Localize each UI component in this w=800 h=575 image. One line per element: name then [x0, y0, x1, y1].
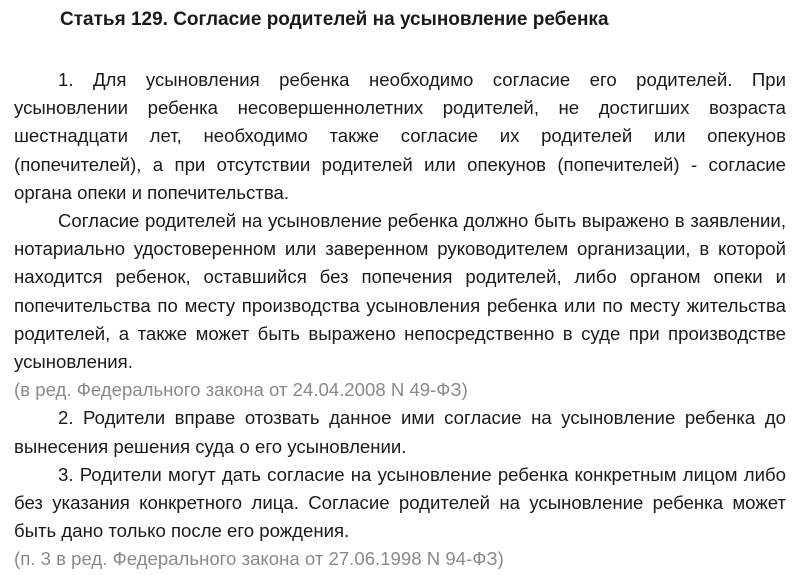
article-title: Статья 129. Согласие родителей на усыновление ребенка — [60, 9, 609, 30]
paragraph-1: 1. Для усыновления ребенка необходимо согласие его родителей. При усыновлении ребенка несовершеннолетних родителей, не достигших возраста шестнадцати лет, необходимо также согласие их родителей или опекунов (попечителей), а при отсутствии родителей или опекунов (попечителей) - согласие органа опеки и попечительства. — [14, 69, 786, 203]
paragraph-1-continuation: Согласие родителей на усыновление ребенка должно быть выражено в заявлении, нотариально удостоверенном или заверенном руководителем организации, в которой находится ребенок, оставшийся без попечения родителей, либо органом опеки и попечительства по месту производства усыновления ребенка или по месту жительства родителей, а также может быть выражено непосредственно в суде при производстве усыновления. — [14, 210, 786, 373]
amendment-note-2[interactable]: (п. 3 в ред. Федерального закона от 27.06.1998 N 94-ФЗ) — [14, 548, 504, 570]
paragraph-2: 2. Родители вправе отозвать данное ими согласие на усыновление ребенка до вынесения решения суда о его усыновлении. — [14, 407, 786, 457]
amendment-note-1[interactable]: (в ред. Федерального закона от 24.04.2008 N 49-ФЗ) — [14, 379, 468, 401]
article-body — [14, 66, 786, 574]
document — [14, 8, 786, 574]
paragraph-3: 3. Родители могут дать согласие на усыновление ребенка конкретным лицом либо без указания конкретного лица. Согласие родителей на усыновление ребенка может быть дано только после его рождения. — [14, 463, 786, 542]
